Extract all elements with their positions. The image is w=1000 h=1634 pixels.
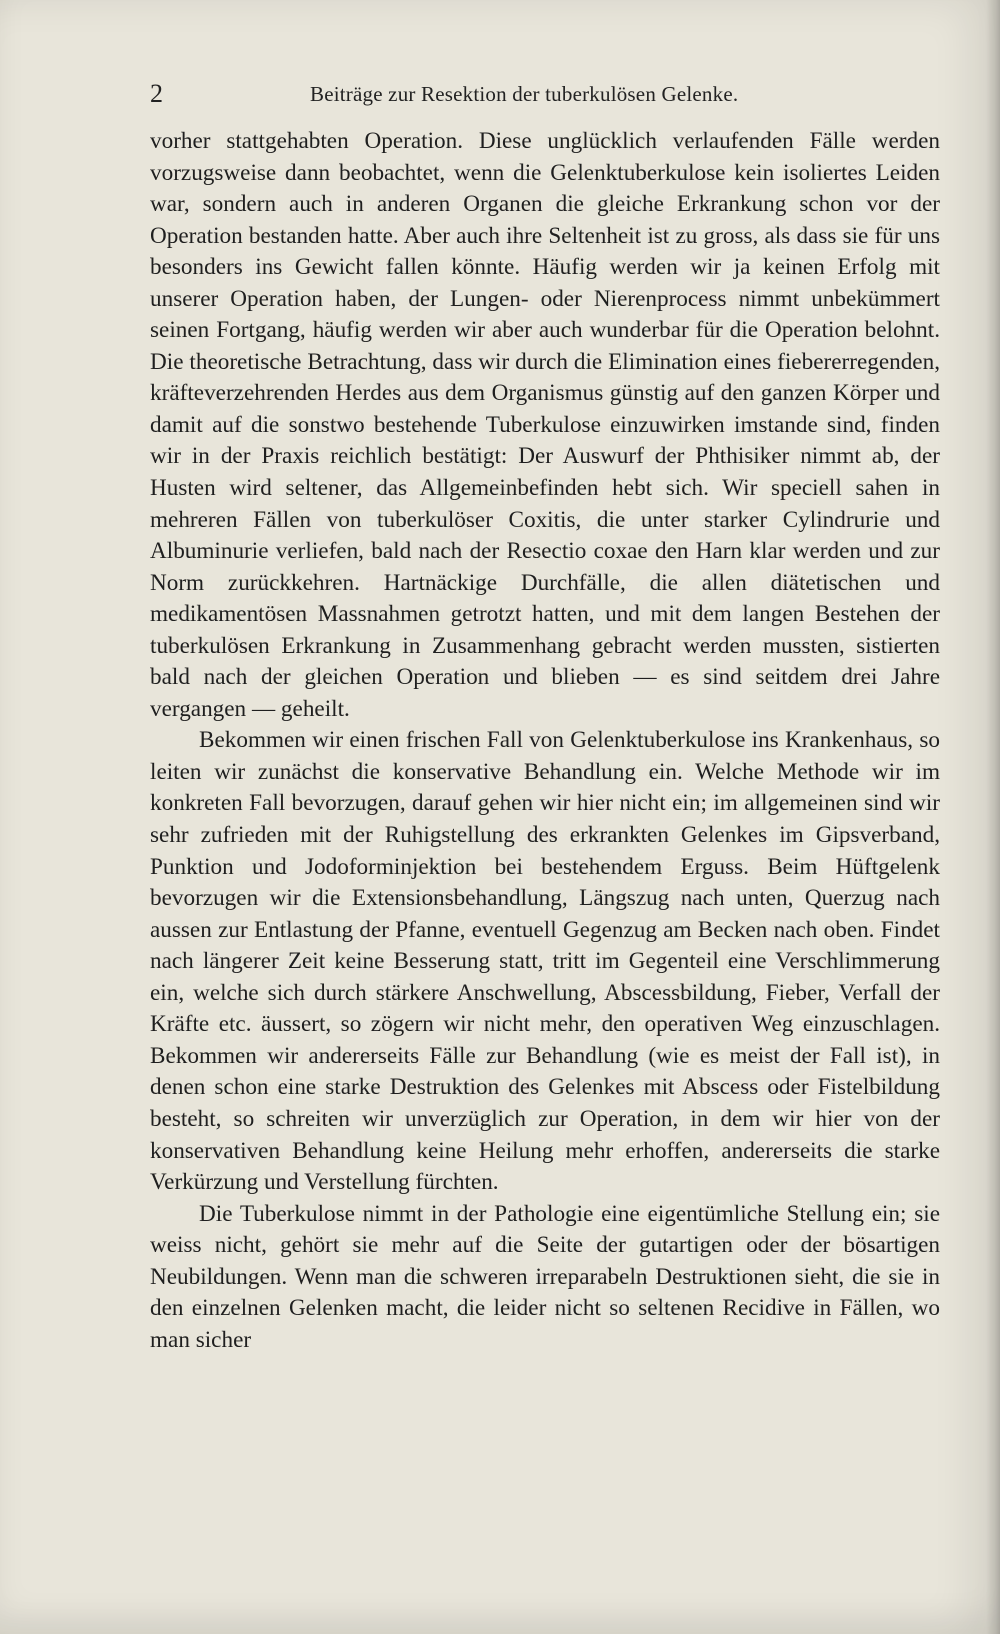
paragraph-continuation: vorher stattgehabten Operation. Diese unglücklich verlaufenden Fälle werden vorzugsweise dann beobachtet, wenn die Gelenktuberkulose kein isoliertes Leiden war, sondern auch in anderen Organen die gleiche Erkrankung schon vor der Operation bestanden hatte. Aber auch ihre Seltenheit ist zu gross, als dass sie für uns besonders ins Gewicht fallen könnte. Häufig werden wir ja keinen Erfolg mit unserer Operation haben, der Lungen- oder Nierenprocess nimmt unbekümmert seinen Fortgang, häufig werden wir aber auch wunderbar für die Operation belohnt. Die theoretische Betrachtung, dass wir durch die Elimination eines fiebererregenden, kräfteverzehrenden Herdes aus dem Organismus günstig auf den ganzen Körper und damit auf die sonstwo bestehende Tuberkulose einzuwirken imstande sind, finden wir in der Praxis reichlich bestätigt: Der Auswurf der Phthisiker nimmt ab, der Husten wird seltener, das Allgemeinbefinden hebt sich. Wir speciell sahen in mehreren Fällen von tuberkulöser Coxitis, die unter starker Cylindrurie und Albuminurie verliefen, bald nach der Resectio coxae den Harn klar werden und zur Norm zurückkehren. Hartnäckige Durchfälle, die allen diätetischen und medikamentösen Massnahmen getrotzt hatten, und mit dem langen Bestehen der tuberkulösen Erkrankung in Zusammenhang gebracht werden mussten, sistierten bald nach der gleichen Operation und blieben — es sind seitdem drei Jahre vergangen — geheilt. bbox=[150, 128, 940, 722]
page-header bbox=[150, 74, 950, 114]
page-number: 2 bbox=[150, 79, 163, 108]
body-text bbox=[150, 126, 940, 1356]
page-edge-shadow bbox=[986, 0, 1000, 1634]
paragraph-pathology: Die Tuberkulose nimmt in der Pathologie eine eigentümliche Stellung ein; sie weiss nicht, gehört sie mehr auf die Seite der gutartigen oder der bösartigen Neubildungen. Wenn man die schweren irreparabeln Destruktionen sieht, die sie in den einzelnen Gelenken macht, die leider nicht so seltenen Recidive in Fällen, wo man sicher bbox=[150, 1200, 940, 1353]
paragraph-treatment: Bekommen wir einen frischen Fall von Gelenktuberkulose ins Krankenhaus, so leiten wir zunächst die konservative Behandlung ein. Welche Methode wir im konkreten Fall bevorzugen, darauf gehen wir hier nicht ein; im allgemeinen sind wir sehr zufrieden mit der Ruhigstellung des erkrankten Gelenkes im Gipsverband, Punktion und Jodoforminjektion bei bestehendem Erguss. Beim Hüftgelenk bevorzugen wir die Extensionsbehandlung, Längszug nach unten, Querzug nach aussen zur Entlastung der Pfanne, eventuell Gegenzug am Becken nach oben. Findet nach längerer Zeit keine Besserung statt, tritt im Gegenteil eine Verschlimmerung ein, welche sich durch stärkere Anschwellung, Abscessbildung, Fieber, Verfall der Kräfte etc. äussert, so zögern wir nicht mehr, den operativen Weg einzuschlagen. Bekommen wir andererseits Fälle zur Behandlung (wie es meist der Fall ist), in denen schon eine starke Destruktion des Gelenkes mit Abscess oder Fistelbildung besteht, so schreiten wir unverzüglich zur Operation, in dem wir hier von der konservativen Behandlung keine Heilung mehr erhoffen, andererseits die starke Verkürzung und Verstellung fürchten. bbox=[150, 727, 940, 1196]
running-title: Beiträge zur Resektion der tuberkulösen Gelenke. bbox=[310, 82, 739, 106]
